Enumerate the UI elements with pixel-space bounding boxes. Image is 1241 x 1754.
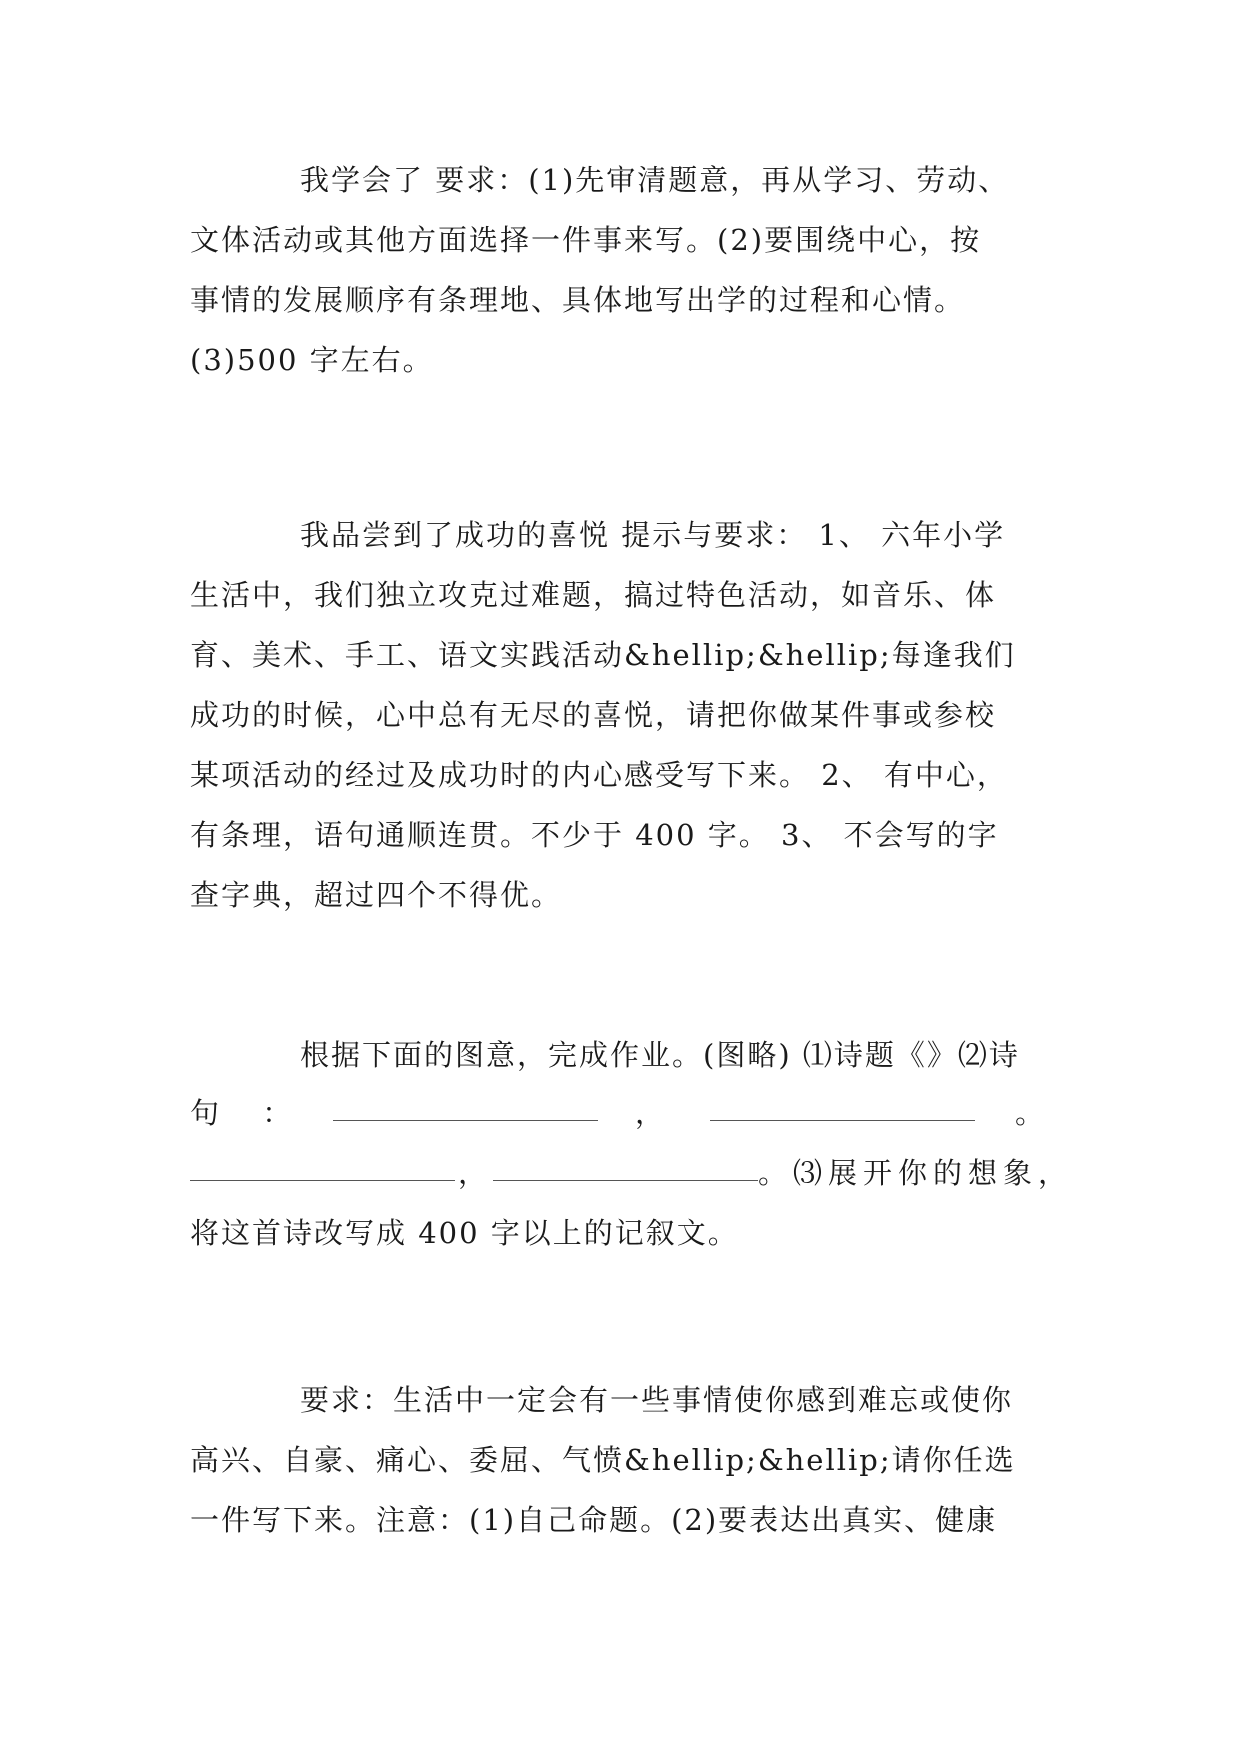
paragraph-line: 我品尝到了成功的喜悦 提示与要求： 1、 六年小学 <box>300 518 1006 552</box>
paragraph-line: 育、美术、手工、语文实践活动&hellip;&hellip;每逢我们 <box>190 638 1016 672</box>
answer-blank <box>710 1119 975 1121</box>
blank-comma: ， <box>458 1156 490 1190</box>
answer-blank <box>493 1179 758 1181</box>
paragraph-line: 成功的时候，心中总有无尽的喜悦，请把你做某件事或参校 <box>190 698 997 732</box>
paragraph-line: 要求：生活中一定会有一些事情使你感到难忘或使你 <box>300 1383 1014 1417</box>
paragraph-line: 某项活动的经过及成功时的内心感受写下来。 2、 有中心， <box>190 758 1008 792</box>
answer-blank <box>333 1119 598 1121</box>
paragraph-line: 查字典，超过四个不得优。 <box>190 878 563 912</box>
paragraph-line: 有条理，语句通顺连贯。不少于 400 字。 3、 不会写的字 <box>190 818 999 852</box>
paragraph-line: 生活中，我们独立攻克过难题，搞过特色活动，如音乐、体 <box>190 578 997 612</box>
fill-in-line <box>190 1083 1050 1143</box>
paragraph-line: 高兴、自豪、痛心、委屈、气愤&hellip;&hellip;请你任选 <box>190 1443 1016 1477</box>
paragraph-line: 文体活动或其他方面选择一件事来写。(2)要围绕中心，按 <box>190 223 982 257</box>
line-prefix: 句 ： <box>190 1096 294 1130</box>
fill-in-line <box>190 1143 1074 1203</box>
paragraph-line: (3)500 字左右。 <box>190 343 434 377</box>
blank-period: 。 <box>1015 1096 1047 1130</box>
blank-comma: ， <box>635 1096 667 1130</box>
paragraph-line: 根据下面的图意，完成作业。(图略) ⑴诗题《》⑵诗 <box>300 1038 1020 1072</box>
line-text: 。⑶展开你的想象， <box>758 1156 1074 1190</box>
answer-blank <box>190 1179 455 1181</box>
paragraph-line: 事情的发展顺序有条理地、具体地写出学的过程和心情。 <box>190 283 966 317</box>
paragraph-line: 一件写下来。注意：(1)自己命题。(2)要表达出真实、健康 <box>190 1503 998 1537</box>
paragraph-line: 将这首诗改写成 400 字以上的记叙文。 <box>190 1216 739 1250</box>
paragraph-line: 我学会了 要求：(1)先审清题意，再从学习、劳动、 <box>300 163 1010 197</box>
